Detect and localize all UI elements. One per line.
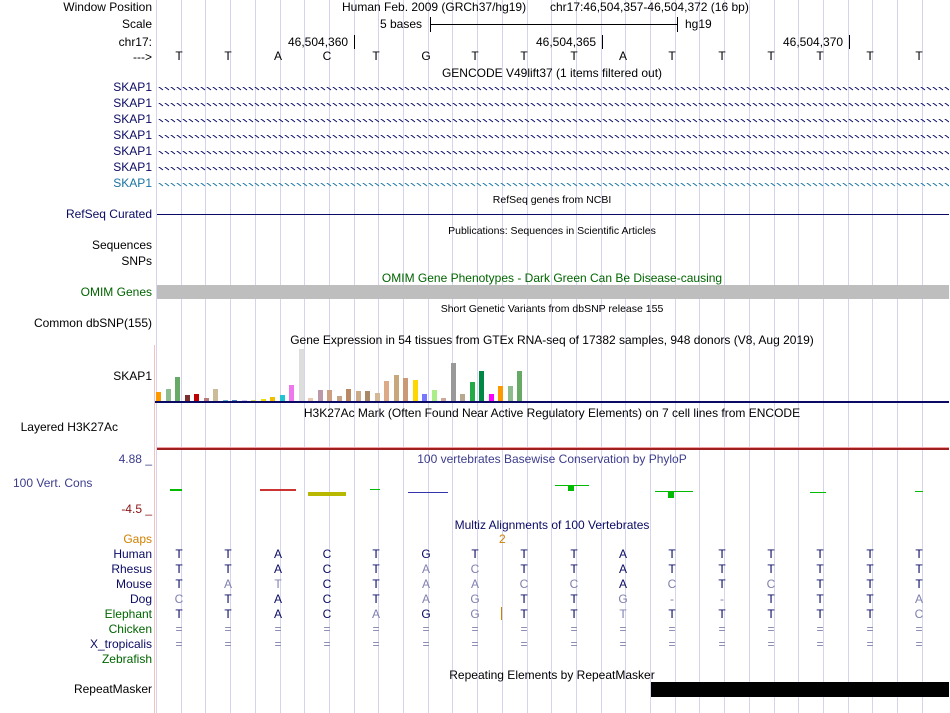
aligned-base: = (570, 637, 578, 651)
h3k27ac-label[interactable]: Layered H3K27Ac (20, 420, 118, 434)
species-label[interactable]: Chicken (108, 622, 152, 636)
aligned-base: = (274, 637, 282, 651)
h3k27ac-track-title: H3K27Ac Mark (Often Found Near Active Regulatory Elements) on 7 cell lines from ENCODE (303, 406, 801, 420)
gencode-transcript[interactable] (157, 103, 949, 110)
aligned-base: T (816, 607, 824, 621)
aligned-base: T (668, 562, 676, 576)
aligned-base: T (668, 607, 676, 621)
species-label[interactable]: X_tropicalis (89, 637, 152, 651)
aligned-base: T (718, 562, 726, 576)
aligned-base: G (470, 607, 480, 621)
aligned-base: T (570, 562, 578, 576)
gtex-tissue-bar[interactable] (479, 371, 484, 401)
gencode-transcript[interactable] (157, 151, 949, 158)
gap-count: 2 (499, 532, 506, 546)
aligned-base: = (274, 622, 282, 636)
conservation-mark (915, 491, 923, 492)
gtex-tissue-bar[interactable] (327, 390, 332, 401)
sequence-base: C (322, 49, 332, 63)
gencode-gene-label[interactable]: SKAP1 (113, 112, 152, 126)
aligned-base: C (322, 547, 332, 561)
gtex-tissue-bar[interactable] (498, 386, 503, 401)
aligned-base: = (816, 637, 824, 651)
aligned-base: T (372, 577, 380, 591)
aligned-base: = (175, 637, 183, 651)
aligned-base: = (767, 622, 775, 636)
gencode-gene-label[interactable]: SKAP1 (113, 160, 152, 174)
aligned-base: T (570, 607, 578, 621)
sequence-base: T (471, 49, 479, 63)
gtex-tissue-bar[interactable] (394, 375, 399, 401)
aligned-base: C (519, 577, 529, 591)
aligned-base: = (668, 637, 676, 651)
ruler-tick-mark-3 (849, 35, 850, 49)
refseq-label[interactable]: RefSeq Curated (65, 207, 152, 221)
refseq-gene-line[interactable] (157, 214, 949, 215)
snps-label[interactable]: SNPs (121, 254, 152, 268)
aligned-base: C (322, 577, 332, 591)
aligned-base: = (520, 637, 528, 651)
scale-bar-right-tick (677, 17, 678, 32)
aligned-base: = (372, 637, 380, 651)
aligned-base: T (816, 577, 824, 591)
aligned-base: T (372, 547, 380, 561)
aligned-base: = (224, 622, 232, 636)
gtex-tissue-bar[interactable] (346, 389, 351, 401)
species-label[interactable]: Rhesus (111, 562, 152, 576)
sequence-base: T (520, 49, 528, 63)
aligned-base: = (915, 622, 923, 636)
conservation-mark (810, 492, 826, 493)
aligned-base: T (274, 577, 282, 591)
sequence-base: T (866, 49, 874, 63)
aligned-base: T (816, 547, 824, 561)
assembly-title: Human Feb. 2009 (GRCh37/hg19) (342, 0, 527, 14)
gencode-gene-label[interactable]: SKAP1 (113, 80, 152, 94)
aligned-base: C (766, 577, 776, 591)
gtex-tissue-bar[interactable] (194, 394, 199, 401)
aligned-base: A (273, 562, 282, 576)
omim-gene-bar[interactable] (157, 285, 949, 299)
gencode-gene-label[interactable]: SKAP1 (113, 144, 152, 158)
aligned-base: T (816, 592, 824, 606)
aligned-base: C (470, 562, 480, 576)
aligned-base: = (866, 622, 874, 636)
aligned-base: = (323, 622, 331, 636)
aligned-base: T (866, 592, 874, 606)
aligned-base: C (322, 607, 332, 621)
conservation-track-title: 100 vertebrates Basewise Conservation by PhyloP (417, 452, 687, 466)
conservation-min: -4.5 _ (121, 502, 152, 516)
aligned-base: A (273, 607, 282, 621)
aligned-base: = (175, 622, 183, 636)
repeatmasker-track-title: Repeating Elements by RepeatMasker (449, 668, 655, 682)
h3k27ac-signal[interactable] (157, 447, 949, 450)
multiz-track-title: Multiz Alignments of 100 Vertebrates (454, 518, 650, 532)
ruler-tick-2: 46,504,365 (536, 35, 597, 49)
aligned-base: = (915, 637, 923, 651)
sequence-base: A (618, 49, 627, 63)
gencode-track-title: GENCODE V49lift37 (1 items filtered out) (441, 66, 663, 80)
aligned-base: T (570, 547, 578, 561)
aligned-base: T (175, 562, 183, 576)
aligned-base: T (718, 577, 726, 591)
aligned-base: T (175, 607, 183, 621)
aligned-base: = (224, 637, 232, 651)
aligned-base: A (273, 592, 282, 606)
gtex-tissue-bar[interactable] (403, 378, 408, 401)
aligned-base: = (323, 637, 331, 651)
aligned-base: = (718, 637, 726, 651)
aligned-base: T (619, 607, 627, 621)
species-label[interactable]: Dog (129, 592, 152, 606)
gtex-tissue-bar[interactable] (422, 394, 427, 401)
gtex-tissue-bar[interactable] (413, 380, 418, 401)
gtex-tissue-bar[interactable] (508, 386, 513, 401)
aligned-base: A (914, 592, 923, 606)
aligned-base: A (618, 562, 627, 576)
aligned-base: T (224, 562, 232, 576)
aligned-base: T (866, 562, 874, 576)
aligned-base: T (915, 577, 923, 591)
omim-label[interactable]: OMIM Genes (80, 285, 152, 299)
sequence-base: T (767, 49, 775, 63)
aligned-base: = (570, 622, 578, 636)
conservation-mark (568, 485, 574, 491)
aligned-base: T (520, 562, 528, 576)
aligned-base: A (223, 577, 232, 591)
gtex-tissue-bar[interactable] (175, 377, 180, 401)
aligned-base: T (718, 547, 726, 561)
gencode-transcript[interactable] (157, 167, 949, 174)
omim-track-title: OMIM Gene Phenotypes - Dark Green Can Be Disease-causing (381, 271, 723, 285)
gtex-tissue-bar[interactable] (213, 389, 218, 401)
aligned-base: = (372, 622, 380, 636)
aligned-base: = (619, 637, 627, 651)
gtex-tissue-bar[interactable] (156, 392, 161, 401)
sequence-base: T (915, 49, 923, 63)
aligned-base: C (667, 577, 677, 591)
sequence-base: T (668, 49, 676, 63)
elephant-insertion-mark (501, 607, 502, 620)
aligned-base: = (866, 637, 874, 651)
conservation-mark (308, 492, 346, 496)
ruler-tick-1: 46,504,360 (288, 35, 349, 49)
species-label[interactable]: Mouse (115, 577, 152, 591)
repeatmasker-label[interactable]: RepeatMasker (73, 682, 152, 696)
gtex-tissue-bar[interactable] (384, 381, 389, 401)
gtex-tissue-bar[interactable] (289, 385, 294, 401)
gtex-tissue-bar[interactable] (356, 391, 361, 401)
aligned-base: T (570, 592, 578, 606)
aligned-base: C (174, 592, 184, 606)
sequence-base: T (816, 49, 824, 63)
aligned-base: T (767, 592, 775, 606)
aligned-base: T (372, 562, 380, 576)
aligned-base: = (668, 622, 676, 636)
gencode-gene-label[interactable]: SKAP1 (113, 96, 152, 110)
aligned-base: T (224, 607, 232, 621)
aligned-base: T (224, 592, 232, 606)
dbsnp-label[interactable]: Common dbSNP(155) (33, 316, 152, 330)
gtex-tissue-bar[interactable] (460, 394, 465, 401)
aligned-base: = (422, 637, 430, 651)
aligned-base: = (767, 637, 775, 651)
sequence-base: T (175, 49, 183, 63)
aligned-base: T (866, 607, 874, 621)
aligned-base: T (224, 547, 232, 561)
aligned-base: C (569, 577, 579, 591)
sequence-base: T (570, 49, 578, 63)
gtex-tissue-bar[interactable] (470, 382, 475, 401)
aligned-base: = (471, 637, 479, 651)
aligned-base: = (471, 622, 479, 636)
aligned-base: T (520, 547, 528, 561)
aligned-base: A (421, 562, 430, 576)
aligned-base: A (371, 607, 380, 621)
sequence-base: T (224, 49, 232, 63)
aligned-base: G (421, 607, 431, 621)
species-label[interactable]: Elephant (104, 607, 152, 621)
gtex-tissue-bar[interactable] (432, 390, 437, 401)
aligned-base: A (273, 547, 282, 561)
sequences-label[interactable]: Sequences (91, 238, 152, 252)
aligned-base: T (372, 592, 380, 606)
aligned-base: = (520, 622, 528, 636)
conservation-max: 4.88 _ (118, 452, 152, 466)
position-text: chr17:46,504,357-46,504,372 (16 bp) (550, 0, 749, 14)
gtex-tissue-bar[interactable] (489, 394, 494, 401)
gencode-gene-label[interactable]: SKAP1 (113, 128, 152, 142)
aligned-base: A (421, 592, 430, 606)
ruler-tick-mark-2 (602, 35, 603, 49)
aligned-base: T (915, 562, 923, 576)
scale-bar-left-tick (430, 17, 431, 32)
sequence-base: G (421, 49, 431, 63)
aligned-base: T (175, 547, 183, 561)
conservation-mark (170, 489, 182, 491)
aligned-base: = (816, 622, 824, 636)
aligned-base: T (866, 577, 874, 591)
aligned-base: = (619, 622, 627, 636)
aligned-base: - (720, 592, 724, 606)
scale-text: 5 bases (380, 17, 423, 31)
conservation-mark (408, 492, 448, 493)
aligned-base: G (421, 547, 431, 561)
aligned-base: A (470, 577, 479, 591)
aligned-base: T (816, 562, 824, 576)
gencode-gene-label[interactable]: SKAP1 (113, 176, 152, 190)
conservation-mark (668, 492, 674, 498)
chrom-label[interactable]: chr17: (118, 35, 152, 49)
aligned-base: C (914, 607, 924, 621)
gtex-tissue-bar[interactable] (375, 393, 380, 401)
aligned-base: A (618, 577, 627, 591)
scale-label[interactable]: Scale (121, 17, 152, 31)
aligned-base: T (668, 547, 676, 561)
aligned-base: T (767, 607, 775, 621)
aligned-base: G (470, 592, 480, 606)
aligned-base: G (618, 592, 628, 606)
gtex-tissue-bar[interactable] (451, 363, 456, 401)
aligned-base: T (718, 607, 726, 621)
conservation-mark (370, 489, 380, 490)
scale-bar (430, 24, 678, 25)
gtex-tissue-bar[interactable] (517, 371, 522, 401)
sequence-base: T (372, 49, 380, 63)
conservation-mark (260, 489, 296, 491)
aligned-base: T (915, 547, 923, 561)
aligned-base: A (618, 547, 627, 561)
window-position-label: Window Position (63, 0, 152, 14)
species-label[interactable]: Zebrafish (101, 652, 152, 666)
gencode-transcript[interactable] (157, 135, 949, 142)
repeatmasker-element[interactable] (651, 682, 949, 697)
gtex-tissue-bar[interactable] (318, 390, 323, 401)
aligned-base: T (520, 592, 528, 606)
aligned-base: C (322, 562, 332, 576)
sequence-base: A (273, 49, 282, 63)
gtex-track-title: Gene Expression in 54 tissues from GTEx RNA-seq of 17382 samples, 948 donors (V8, Aug 2019) (290, 333, 814, 347)
gtex-tissue-bar[interactable] (365, 391, 370, 401)
aligned-base: T (471, 547, 479, 561)
gencode-transcript[interactable] (157, 119, 949, 126)
aligned-base: T (175, 577, 183, 591)
gencode-transcript[interactable] (157, 183, 949, 190)
conservation-label[interactable]: 100 Vert. Cons (13, 476, 93, 490)
aligned-base: T (767, 562, 775, 576)
sequence-base: T (718, 49, 726, 63)
aligned-base: T (866, 547, 874, 561)
species-label[interactable]: Human (113, 547, 152, 561)
ruler-tick-3: 46,504,370 (783, 35, 844, 49)
publications-track-title: Publications: Sequences in Scientific Articles (448, 225, 656, 237)
gaps-label[interactable]: Gaps (123, 532, 152, 546)
db-text: hg19 (685, 17, 712, 31)
strand-label[interactable]: ---> (133, 50, 152, 64)
gtex-baseline (155, 401, 949, 403)
ruler-tick-mark-1 (354, 35, 355, 49)
gtex-tissue-bar[interactable] (299, 349, 304, 401)
aligned-base: = (422, 622, 430, 636)
conservation-mark (655, 491, 693, 492)
aligned-base: = (718, 622, 726, 636)
aligned-base: T (520, 607, 528, 621)
aligned-base: A (421, 577, 430, 591)
refseq-track-title: RefSeq genes from NCBI (492, 194, 612, 206)
aligned-base: C (322, 592, 332, 606)
gencode-transcript[interactable] (157, 87, 949, 94)
aligned-base: - (670, 592, 674, 606)
aligned-base: T (767, 547, 775, 561)
gtex-tissue-bar[interactable] (166, 389, 171, 401)
dbsnp-track-title: Short Genetic Variants from dbSNP release 155 (440, 303, 664, 315)
gtex-label[interactable]: SKAP1 (113, 369, 152, 383)
